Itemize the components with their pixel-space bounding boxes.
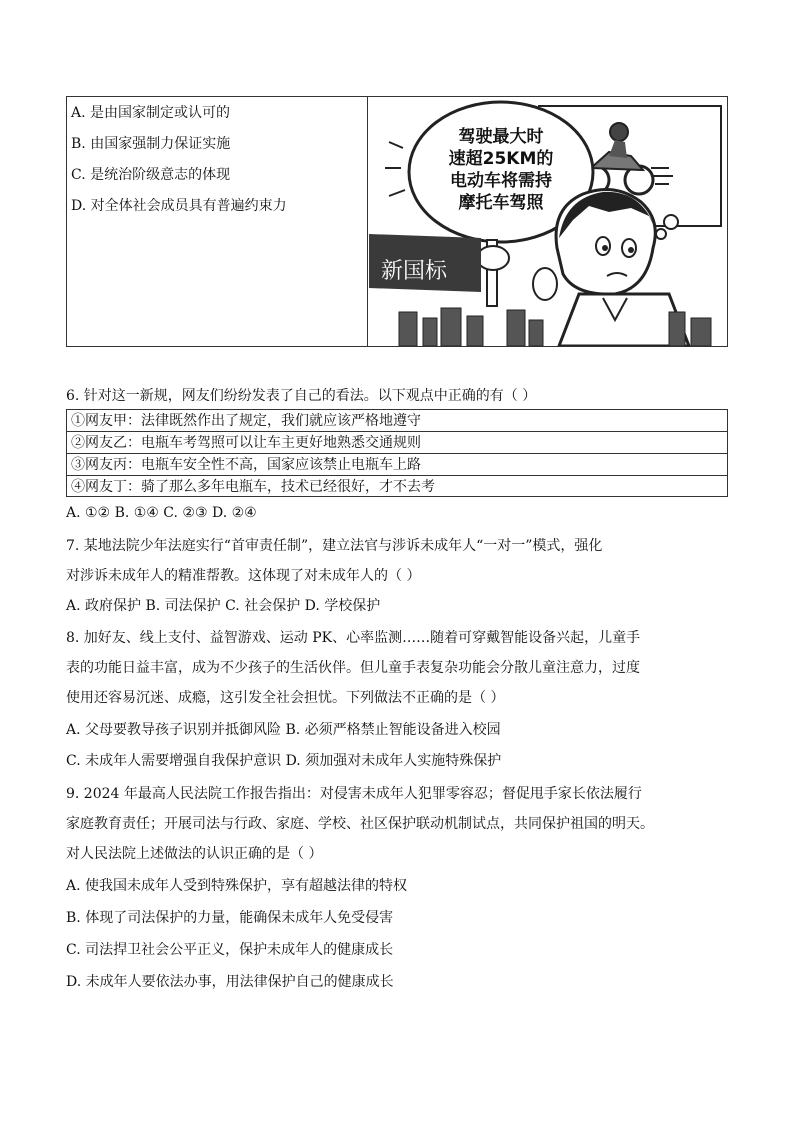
- sign-line-4: 摩托车驾照: [458, 193, 544, 213]
- board-label: 新国标: [381, 259, 448, 284]
- sign-line-2: 速超25KM的: [448, 149, 554, 169]
- sign-line-1: 驾驶最大时: [458, 127, 544, 147]
- q7-stem-line-1: 7. 某地法院少年法庭实行“首审责任制”，建立法官与涉诉未成年人“一对一”模式，强化: [66, 538, 603, 554]
- q9-stem-line-3: 对人民法院上述做法的认识正确的是（ ）: [66, 846, 323, 862]
- q5-option-d[interactable]: D. 对全体社会成员具有普遍约束力: [71, 198, 287, 214]
- sign-line-3: 电动车将需持: [450, 171, 552, 191]
- q9-option-d[interactable]: D. 未成年人要依法办事，用法律保护自己的健康成长: [66, 974, 394, 990]
- q9-option-a[interactable]: A. 使我国未成年人受到特殊保护，享有超越法律的特权: [66, 878, 408, 894]
- q6-opinion-2: ②网友乙：电瓶车考驾照可以让车主更好地熟悉交通规则: [67, 432, 727, 454]
- q8-options-cd[interactable]: C. 未成年人需要增强自我保护意识 D. 须加强对未成年人实施特殊保护: [66, 753, 502, 769]
- hand: [477, 246, 509, 270]
- table-divider: [367, 97, 368, 346]
- q7-options[interactable]: A. 政府保护 B. 司法保护 C. 社会保护 D. 学校保护: [66, 598, 381, 614]
- q8-options-ab[interactable]: A. 父母要教导孩子识别并抵御风险 B. 必须严格禁止智能设备进入校园: [66, 722, 501, 738]
- cartoon-illustration: [369, 98, 727, 346]
- q6-options[interactable]: A. ①② B. ①④ C. ②③ D. ②④: [66, 505, 257, 521]
- q9-stem-line-1: 9. 2024 年最高人民法院工作报告指出：对侵害未成年人犯罪零容忍；督促甩手家长依法履行: [66, 786, 642, 802]
- thought-bubble: [656, 229, 666, 239]
- q6-opinion-table: [66, 409, 728, 497]
- emphasis-lines: [385, 142, 405, 196]
- q8-stem-line-3: 使用还容易沉迷、成瘾，这引发全社会担忧。下列做法不正确的是（ ）: [66, 690, 505, 706]
- q6-opinion-1: ①网友甲：法律既然作出了规定，我们就应该严格地遵守: [67, 410, 727, 432]
- q9-option-b[interactable]: B. 体现了司法保护的力量，能确保未成年人免受侵害: [66, 910, 394, 926]
- q8-stem-line-2: 表的功能日益丰富，成为不少孩子的生活伙伴。但儿童手表复杂功能会分散儿童注意力，过度: [66, 660, 640, 676]
- q8-stem-line-1: 8. 加好友、线上支付、益智游戏、运动 PK、心率监测……随着可穿戴智能设备兴起，儿童手: [66, 630, 641, 646]
- q9-stem-line-2: 家庭教育责任；开展司法与行政、家庭、学校、社区保护联动机制试点，共同保护祖国的明天。: [66, 816, 654, 832]
- q6-opinion-4: ④网友丁：骑了那么多年电瓶车，技术已经很好，才不去考: [71, 479, 435, 495]
- q5-option-b[interactable]: B. 由国家强制力保证实施: [71, 136, 231, 152]
- q5-option-a[interactable]: A. 是由国家制定或认可的: [71, 105, 231, 121]
- thought-bubble: [664, 215, 678, 229]
- q5-table: [66, 96, 728, 347]
- q6-opinion-3: ③网友丙：电瓶车安全性不高，国家应该禁止电瓶车上路: [67, 454, 727, 476]
- cartoon-svg: [369, 98, 727, 346]
- q7-stem-line-2: 对涉诉未成年人的精准帮教。这体现了对未成年人的（ ）: [66, 568, 421, 584]
- q9-option-c[interactable]: C. 司法捍卫社会公平正义，保护未成年人的健康成长: [66, 942, 394, 958]
- q5-option-c[interactable]: C. 是统治阶级意志的体现: [71, 167, 231, 183]
- q6-stem: 6. 针对这一新规，网友们纷纷发表了自己的看法。以下观点中正确的有（ ）: [66, 388, 537, 404]
